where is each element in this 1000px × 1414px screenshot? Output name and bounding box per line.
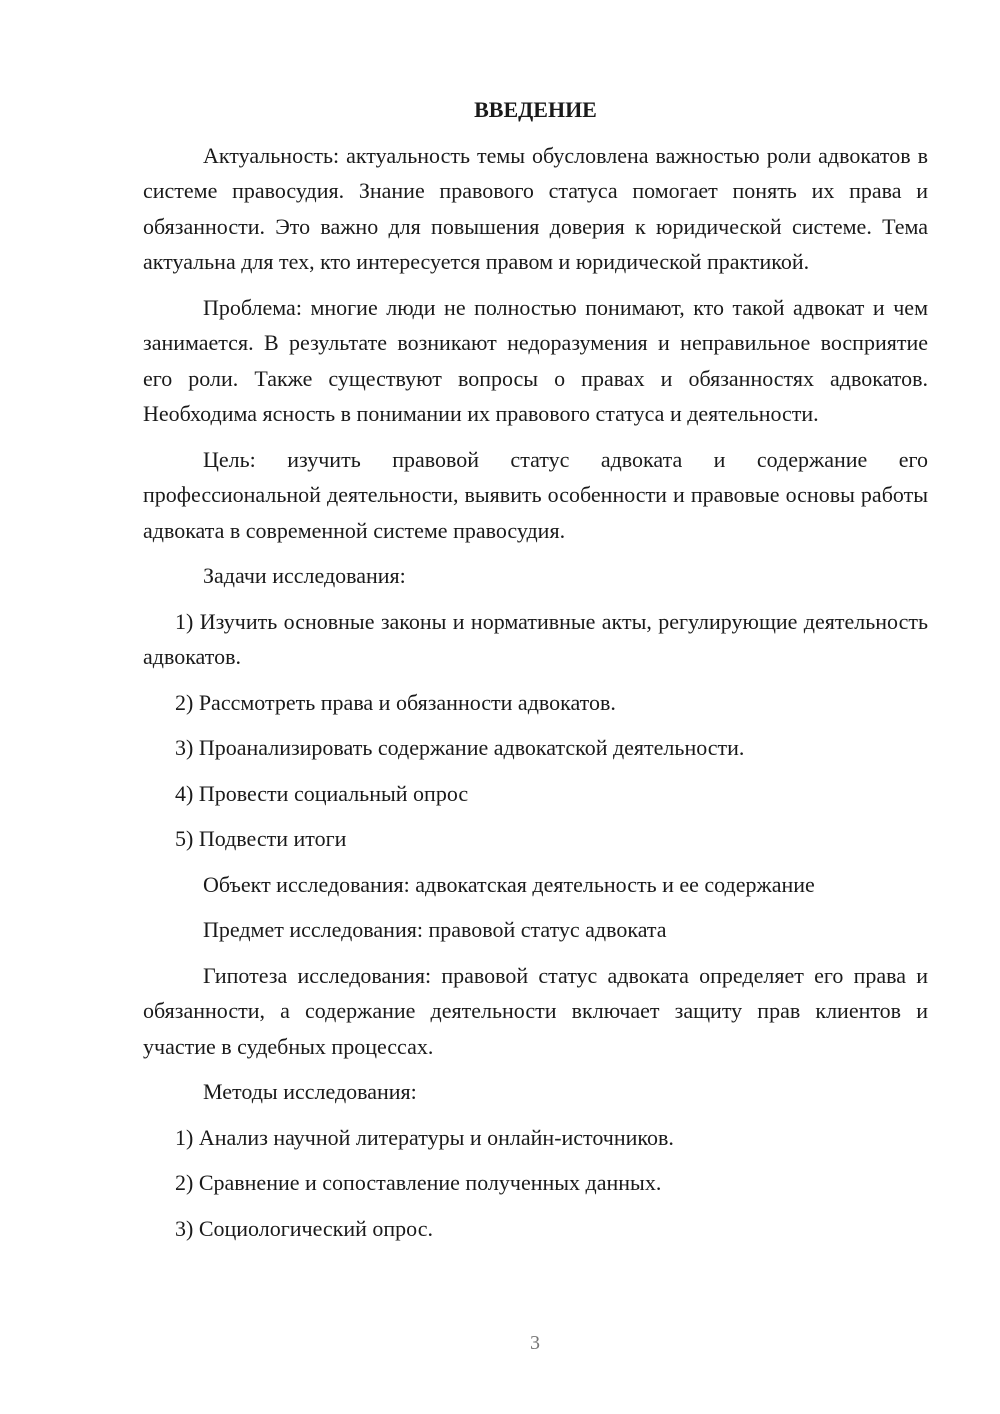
task-item: 1) Изучить основные законы и нормативные акты, регулирующие деятельность адвокатов. bbox=[143, 608, 928, 669]
page-number: 3 bbox=[530, 1332, 540, 1354]
method-item: 1) Анализ научной литературы и онлайн-источников. bbox=[175, 1124, 674, 1150]
problem-paragraph: Проблема: многие люди не полностью понимают, кто такой адвокат и чем занимается. В результате возникают недоразумения и неправильное восприятие его роли. Также существуют вопросы о правах и обязанностях адвокатов. Необходима ясность в понимании их правового статуса и деятельности. bbox=[143, 294, 928, 426]
object-paragraph: Объект исследования: адвокатская деятельность и ее содержание bbox=[203, 871, 815, 897]
hypothesis-paragraph: Гипотеза исследования: правовой статус адвоката определяет его права и обязанности, а содержание деятельности включает защиту прав клиентов и участие в судебных процессах. bbox=[143, 962, 928, 1059]
task-item: 5) Подвести итоги bbox=[175, 826, 347, 851]
task-item: 3) Проанализировать содержание адвокатской деятельности. bbox=[175, 735, 745, 760]
page-title: ВВЕДЕНИЕ bbox=[474, 97, 597, 122]
task-item: 4) Провести социальный опрос bbox=[175, 780, 469, 806]
tasks-heading: Задачи исследования: bbox=[203, 563, 406, 588]
method-item: 3) Социологический опрос. bbox=[175, 1215, 433, 1241]
task-item: 2) Рассмотреть права и обязанности адвокатов. bbox=[175, 689, 616, 715]
document-page bbox=[143, 92, 928, 1256]
goal-paragraph: Цель: изучить правовой статус адвоката и содержание его профессиональной деятельности, выявить особенности и правовые основы работы адвоката в современной системе правосудия. bbox=[143, 446, 928, 543]
relevance-paragraph: Актуальность: актуальность темы обусловлена важностью роли адвокатов в системе правосудия. Знание правового статуса помогает понять их права и обязанности. Это важно для повышения доверия к юридической системе. Тема актуальна для тех, кто интересуется правом и юридической практикой. bbox=[143, 142, 928, 274]
subject-paragraph: Предмет исследования: правовой статус адвоката bbox=[203, 917, 667, 942]
tasks-list bbox=[143, 604, 928, 857]
method-item: 2) Сравнение и сопоставление полученных данных. bbox=[175, 1170, 662, 1195]
methods-heading: Методы исследования: bbox=[203, 1079, 417, 1104]
methods-list bbox=[143, 1120, 928, 1247]
